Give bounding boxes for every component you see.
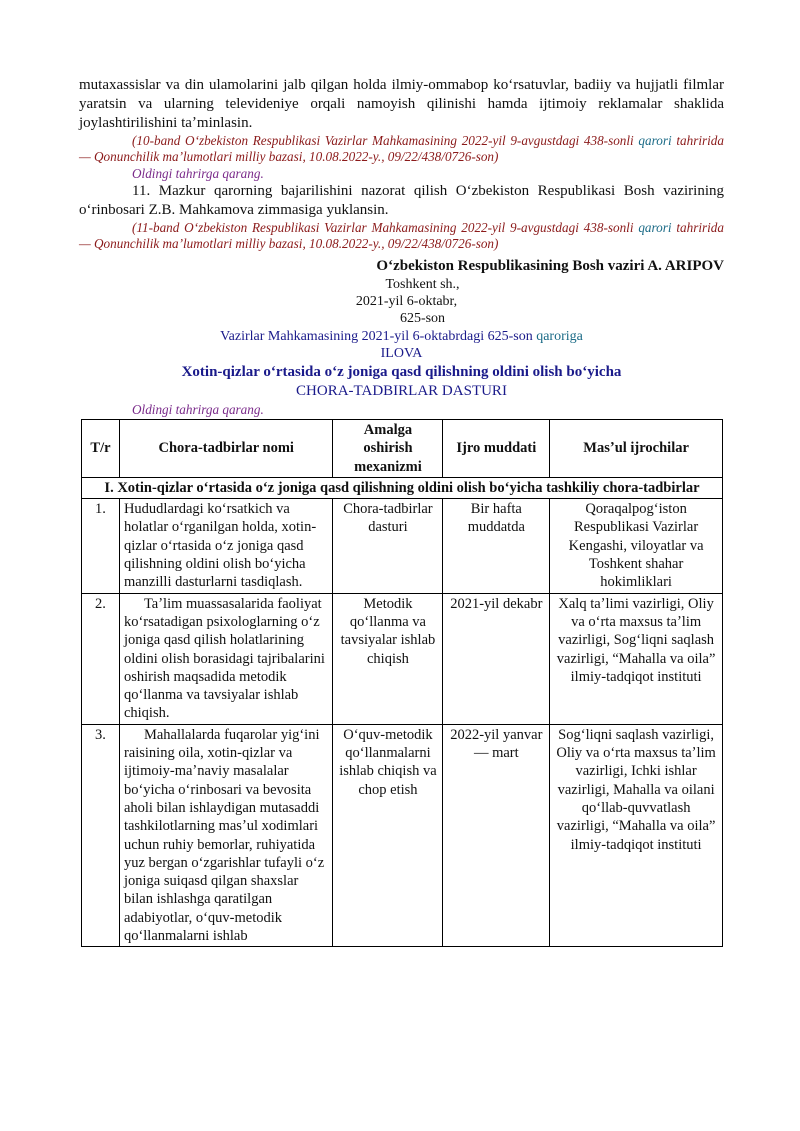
- appendix-reference: [79, 328, 724, 345]
- row-number: 1.: [82, 499, 120, 593]
- clause-11: 11. Mazkur qarorning bajarilishini nazorat qilish Oʻzbekiston Respublikasi Bosh vazirining oʻrinbosari Z.B. Mahkamova zimmasiga yuklansin.: [79, 183, 724, 218]
- note-text: (11-band Oʻzbekiston Respublikasi Vazirlar Mahkamasining 2022-yil 9-avgustdagi 438-sonli: [132, 220, 639, 235]
- decree-link[interactable]: qarori: [638, 133, 672, 148]
- section-row: [82, 477, 723, 498]
- amendment-note-11: [79, 220, 724, 252]
- section-title: I. Xotin-qizlar oʻrtasida oʻz joniga qasd qilishning oldini olish boʻyicha tashkiliy chora-tadbirlar: [82, 477, 723, 498]
- measure-name: Taʼlim muassasalarida faoliyat koʻrsatadigan psixologlarning oʻz joniga qasd qilish holatlarining oldini olish borasidagi tajribalarini oshirish maqsadida metodik qoʻllanma va tavsiyalar ishlab chiqish.: [119, 593, 333, 724]
- table-header-row: [82, 420, 723, 478]
- amendment-note-10: [79, 133, 724, 165]
- program-subtitle: CHORA-TADBIRLAR DASTURI: [296, 383, 507, 399]
- signature-number: 625-son: [399, 311, 446, 326]
- deadline: 2022-yil yanvar — mart: [443, 724, 550, 947]
- header-deadline: Ijro muddati: [443, 420, 550, 478]
- note-text: tahririda — Qonunchilik maʼlumotlari milliy bazasi, 10.08.2022-y., 09/22/438/0726-son): [79, 220, 724, 251]
- previous-edition-link[interactable]: Oldingi tahrirga qarang.: [132, 402, 264, 417]
- document-page: [79, 76, 724, 947]
- mechanism: Chora-tadbirlar dasturi: [333, 499, 443, 593]
- deadline: Bir hafta muddatda: [443, 499, 550, 593]
- appendix-ref-text: Vazirlar Mahkamasining 2021-yil 6-oktabrdagi 625-son: [220, 329, 537, 344]
- signature-city: Toshkent sh.,: [385, 277, 460, 292]
- responsible: Sogʻliqni saqlash vazirligi, Oliy va oʻrta maxsus taʼlim vazirligi, Ichki ishlar vazirligi, Mahalla va oilani qoʻllab-quvvatlash vazirligi, “Mahalla va oila” ilmiy-tadqiqot instituti: [550, 724, 723, 947]
- header-number: T/r: [82, 420, 120, 478]
- header-responsible: Masʼul ijrochilar: [550, 420, 723, 478]
- deadline: 2021-yil dekabr: [443, 593, 550, 724]
- mechanism: Oʻquv-metodik qoʻllanmalarni ishlab chiqish va chop etish: [333, 724, 443, 947]
- row-number: 3.: [82, 724, 120, 947]
- header-mechanism: Amalga oshirish mexanizmi: [333, 420, 443, 478]
- appendix-label: ILOVA: [380, 346, 423, 361]
- table-row: [82, 593, 723, 724]
- intro-paragraph: mutaxassislar va din ulamolarini jalb qilgan holda ilmiy-ommabop koʻrsatuvlar, badiiy va hujjatli filmlar yaratsin va ularning televideniye orqali namoyish qilinishi hamda ijtimoiy reklamalar shaklida joylashtirilishini taʼminlasin.: [79, 77, 724, 131]
- signature-date: 2021-yil 6-oktabr,: [355, 294, 458, 309]
- table-row: [82, 499, 723, 593]
- measure-name: Mahallalarda fuqarolar yigʻini raisining oila, xotin-qizlar va ijtimoiy-maʼnaviy masalalar boʻyicha oʻrinbosari va bevosita aholi bilan ishlaydigan mutasaddi tashkilotlarning masʼul xodimlari uchun ruhiy bemorlar, ruhiyatida yuz bergan oʻzgarishlar tufayli oʻz joniga suiqasd qilgan shaxslar bilan ishlashga qaratilgan adabiyotlar, oʻquv-metodik qoʻllanmalarni ishlab: [119, 724, 333, 947]
- note-text: (10-band Oʻzbekiston Respublikasi Vazirlar Mahkamasining 2022-yil 9-avgustdagi 438-sonli: [132, 133, 639, 148]
- signature-line: Oʻzbekiston Respublikasining Bosh vaziri A. ARIPOV: [376, 258, 724, 274]
- program-title: Xotin-qizlar oʻrtasida oʻz joniga qasd qilishning oldini olish boʻyicha: [181, 364, 622, 380]
- header-measure-name: Chora-tadbirlar nomi: [119, 420, 333, 478]
- measures-table: [81, 419, 723, 947]
- mechanism: Metodik qoʻllanma va tavsiyalar ishlab chiqish: [333, 593, 443, 724]
- decree-link[interactable]: qarori: [638, 220, 672, 235]
- row-number: 2.: [82, 593, 120, 724]
- decree-link[interactable]: qaroriga: [536, 329, 583, 344]
- note-text: tahririda — Qonunchilik maʼlumotlari milliy bazasi, 10.08.2022-y., 09/22/438/0726-son): [79, 133, 724, 164]
- table-row: [82, 724, 723, 947]
- previous-edition-link[interactable]: Oldingi tahrirga qarang.: [132, 166, 264, 181]
- responsible: Qoraqalpogʻiston Respublikasi Vazirlar Kengashi, viloyatlar va Toshkent shahar hokimliklari: [550, 499, 723, 593]
- measure-name: Hududlardagi koʻrsatkich va holatlar oʻrganilgan holda, xotin-qizlar oʻrtasida oʻz joniga qasd qilishning oldini olish boʻyicha manzilli dasturlarni tasdiqlash.: [119, 499, 333, 593]
- responsible: Xalq taʼlimi vazirligi, Oliy va oʻrta maxsus taʼlim vazirligi, Sogʻliqni saqlash vazirligi, “Mahalla va oila” ilmiy-tadqiqot instituti: [550, 593, 723, 724]
